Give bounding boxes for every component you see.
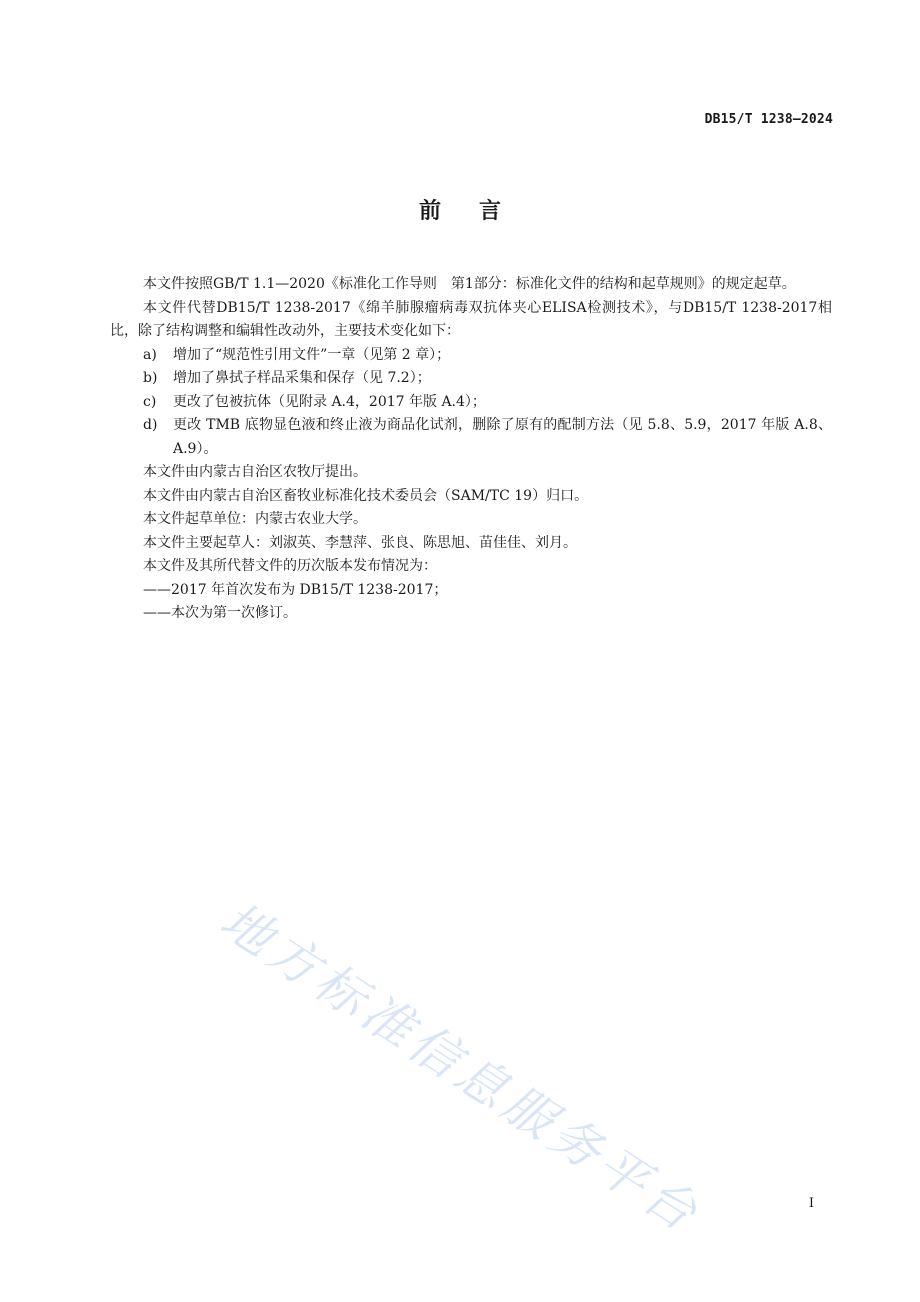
proposer-statement: 本文件由内蒙古自治区农牧厅提出。 <box>143 464 367 480</box>
change-text: 更改了包被抗体（见附录 A.4，2017 年版 A.4）； <box>173 393 486 410</box>
change-item-d <box>110 414 832 461</box>
change-marker: a) <box>143 346 157 363</box>
preface-body <box>110 273 832 626</box>
change-text: 更改 TMB 底物显色液和终止液为商品化试剂，删除了原有的配制方法（见 5.8、5.9，2017 年版 A.8、A.9）。 <box>173 417 832 457</box>
change-item-c <box>110 391 832 415</box>
document-code: DB15/T 1238—2024 <box>704 112 833 127</box>
section-title: 前言 <box>418 199 539 224</box>
history-intro: 本文件及其所代替文件的历次版本发布情况为： <box>143 558 437 574</box>
change-text: 增加了“规范性引用文件”一章（见第 2 章）； <box>173 346 451 363</box>
change-text: 增加了鼻拭子样品采集和保存（见 7.2）； <box>173 370 431 386</box>
change-marker: b) <box>143 370 158 386</box>
drafters-statement: 本文件主要起草人：刘淑英、李慧萍、张良、陈思旭、苗佳佳、刘月。 <box>143 534 577 551</box>
drafting-rules-paragraph: 本文件按照GB/T 1.1—2020《标准化工作导则 第1部分：标准化文件的结构和起草规则》的规定起草。 <box>143 276 796 292</box>
change-item-a <box>110 344 832 368</box>
page-number: I <box>808 1196 814 1211</box>
change-marker: d) <box>143 417 158 433</box>
watermark: 地方标准信息服务平台 <box>210 891 712 1245</box>
change-item-b <box>110 367 832 391</box>
history-item: ——本次为第一次修订。 <box>143 605 297 621</box>
replacement-paragraph: 本文件代替DB15/T 1238-2017《绵羊肺腺瘤病毒双抗体夹心ELISA检测技术》，与DB15/T 1238-2017相比，除了结构调整和编辑性改动外，主要技术变化如下： <box>110 299 832 339</box>
change-marker: c) <box>143 393 157 410</box>
committee-statement: 本文件由内蒙古自治区畜牧业标准化技术委员会（SAM/TC 19）归口。 <box>143 487 589 504</box>
history-item: ——2017 年首次发布为 DB15/T 1238-2017； <box>143 581 448 598</box>
drafting-unit-statement: 本文件起草单位：内蒙古农业大学。 <box>143 511 367 527</box>
